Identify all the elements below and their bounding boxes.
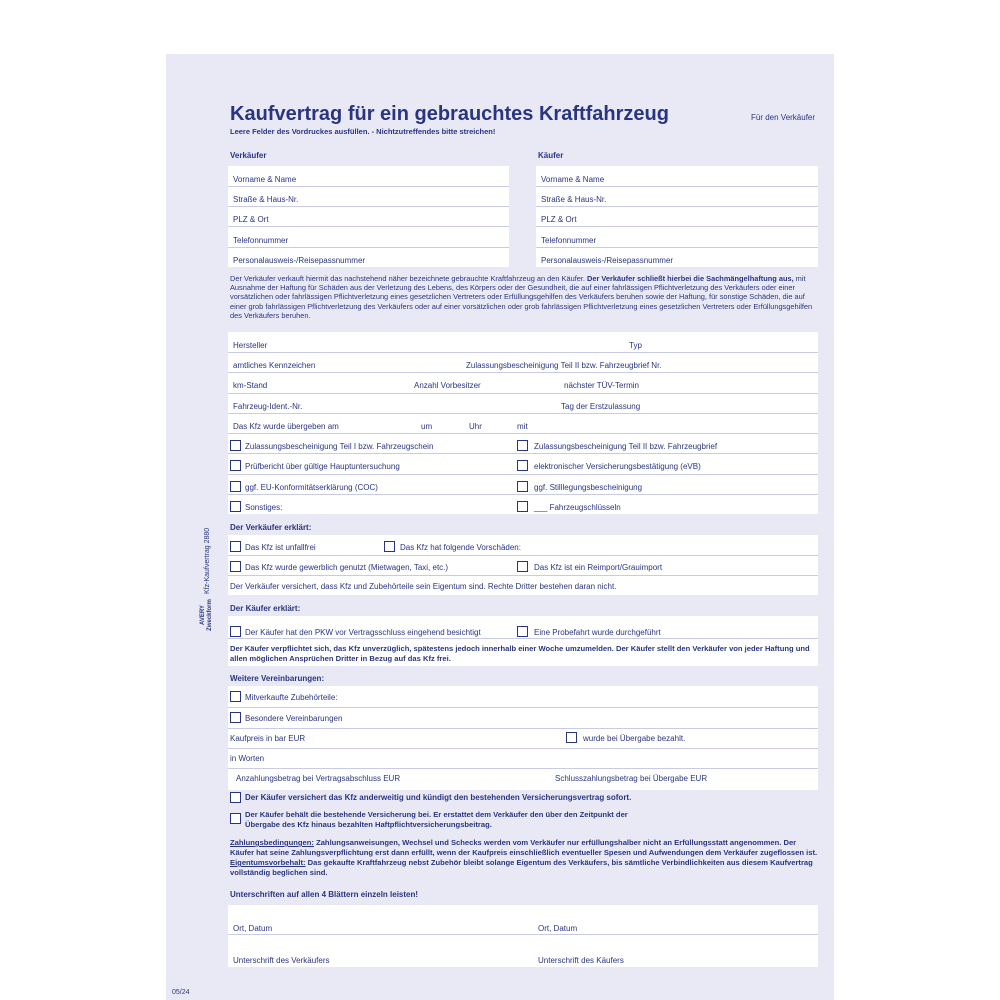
checkbox-zb1[interactable] <box>230 440 241 451</box>
accessories-field[interactable]: Mitverkaufte Zubehörteile: <box>245 693 338 702</box>
handover-with-label: mit <box>517 422 528 431</box>
agreements-heading: Weitere Vereinbarungen: <box>230 674 325 683</box>
prior-damage-label: Das Kfz hat folgende Vorschäden: <box>400 543 521 552</box>
checkbox-accessories[interactable] <box>230 691 241 702</box>
ownership-statement: Der Verkäufer versichert, dass Kfz und Zubehörteile sein Eigentum sind. Rechte Dritter bestehen daran nicht. <box>230 582 617 591</box>
buyer-declares-heading: Der Käufer erklärt: <box>230 604 301 613</box>
cancel-insurance-label: Der Käufer versichert das Kfz anderweitig und kündigt den bestehenden Versicherungsvertrag sofort. <box>245 793 632 802</box>
checkbox-deregistration[interactable] <box>517 481 528 492</box>
handover-date-field[interactable]: Das Kfz wurde übergeben am <box>233 422 339 431</box>
checkbox-keep-insurance[interactable] <box>230 813 241 824</box>
signatures-heading: Unterschriften auf allen 4 Blättern einzeln leisten! <box>230 890 419 899</box>
seller-declares-heading: Der Verkäufer erklärt: <box>230 523 312 532</box>
handover-at-label: um <box>421 422 433 431</box>
doc-inspection-label: Prüfbericht über gültige Hauptuntersuchung <box>245 462 400 471</box>
retention-of-title: Eigentumsvorbehalt: Das gekaufte Kraftfahrzeug nebst Zubehör bleibt solange Eigentum des Verkäufers, bis sämtliche Verbindlichkeiten aus diesem Kaufvertrag vollständig beglichen sind. <box>230 858 813 877</box>
next-inspection-field[interactable]: nächster TÜV-Termin <box>564 381 639 390</box>
vin-field[interactable]: Fahrzeug-Ident.-Nr. <box>233 402 303 411</box>
handover-time-label: Uhr <box>469 422 482 431</box>
checkbox-commercial-use[interactable] <box>230 561 241 572</box>
seller-phone-field[interactable]: Telefonnummer <box>233 236 289 245</box>
checkbox-zb2[interactable] <box>517 440 528 451</box>
form-title: Kaufvertrag für ein gebrauchtes Kraftfahrzeug <box>230 103 669 125</box>
checkbox-prior-damage[interactable] <box>384 541 395 552</box>
checkbox-evb[interactable] <box>517 460 528 471</box>
deposit-field[interactable]: Anzahlungsbetrag bei Vertragsabschluss EUR <box>236 774 401 783</box>
form-sheet <box>166 54 834 1000</box>
version-label: 05/24 <box>172 989 190 996</box>
seller-street-field[interactable]: Straße & Haus-Nr. <box>233 195 299 204</box>
accident-free-label: Das Kfz ist unfallfrei <box>245 543 316 552</box>
test-drive-label: Eine Probefahrt wurde durchgeführt <box>534 628 661 637</box>
final-payment-field[interactable]: Schlusszahlungsbetrag bei Übergabe EUR <box>555 774 708 783</box>
doc-other-label: Sonstiges: <box>245 503 283 512</box>
copy-for-label: Für den Verkäufer <box>751 113 816 122</box>
reregistration-statement: Der Käufer verpflichtet sich, das Kfz unverzüglich, spätestens jedoch innerhalb einer Woche umzumelden. Der Käufer stellt den Verkäufer von jeder Haftung und allen möglichen Ansprüchen Dritter in Bezug auf das Kfz frei. <box>230 644 810 663</box>
checkbox-accident-free[interactable] <box>230 541 241 552</box>
commercial-use-label: Das Kfz wurde gewerblich genutzt (Mietwagen, Taxi, etc.) <box>245 563 449 572</box>
doc-keys-label: ___ Fahrzeugschlüsseln <box>534 503 621 512</box>
price-field[interactable]: Kaufpreis in bar EUR <box>230 734 306 743</box>
special-agreements-field[interactable]: Besondere Vereinbarungen <box>245 714 343 723</box>
inspected-label: Der Käufer hat den PKW vor Vertragsschluss eingehend besichtigt <box>245 628 481 637</box>
product-code: Kfz-Kaufvertrag 2880 <box>204 527 211 594</box>
checkbox-inspection-report[interactable] <box>230 460 241 471</box>
doc-zb1-label: Zulassungsbescheinigung Teil I bzw. Fahrzeugschein <box>245 442 434 451</box>
buyer-id-field[interactable]: Personalausweis-/Reisepassnummer <box>541 256 674 265</box>
buyer-phone-field[interactable]: Telefonnummer <box>541 236 597 245</box>
first-registration-field[interactable]: Tag der Erstzulassung <box>561 402 641 411</box>
checkbox-paid-at-handover[interactable] <box>566 732 577 743</box>
seller-label: Verkäufer <box>230 151 267 160</box>
type-field[interactable]: Typ <box>629 341 642 350</box>
keep-insurance-label: Der Käufer behält die bestehende Versicherung bei. Er erstattet dem Verkäufer den über den Zeitpunkt der Übergabe des Kfz hinaus bezahlten Haftpflichtversicherungsbeitrag. <box>245 810 628 829</box>
buyer-signature-field[interactable]: Unterschrift des Käufers <box>538 956 624 965</box>
checkbox-reimport[interactable] <box>517 561 528 572</box>
liability-paragraph: Der Verkäufer verkauft hiermit das nachstehend näher bezeichnete gebrauchte Kraftfahrzeug an den Käufer. Der Verkäufer schließt hierbei die Sachmängelhaftung aus, mit Ausnahme der Haftung für Schäden aus der Verletzung des Lebens, des Körpers oder der Gesundheit, die auf einer fahrlässigen Pflichtverletzung des Verkäufers oder einer vorsätzlichen oder fahrlässigen Pflichtverletzung eines gesetzlichen Vertreters oder Erfüllungsgehilfen des Verkäufers beruhen sowie der Haftung, für sonstige Schäden, die auf einer grob fahrlässigen Pflichtverletzung des Verkäufers oder auf einer vorsätzlichen oder grob fahrlässigen Pflichtverletzung eines gesetzlichen Vertreters oder Erfüllungsgehilfen des Verkäufers beruhen. <box>230 274 813 320</box>
seller-signature-field[interactable]: Unterschrift des Verkäufers <box>233 956 330 965</box>
plate-field[interactable]: amtliches Kennzeichen <box>233 361 316 370</box>
price-in-words-field[interactable]: in Worten <box>230 754 265 763</box>
buyer-street-field[interactable]: Straße & Haus-Nr. <box>541 195 607 204</box>
checkbox-keys[interactable] <box>517 501 528 512</box>
doc-zb2-label: Zulassungsbescheinigung Teil II bzw. Fahrzeugbrief <box>534 442 718 451</box>
checkbox-cancel-insurance[interactable] <box>230 792 241 803</box>
buyer-label: Käufer <box>538 151 564 160</box>
seller-city-field[interactable]: PLZ & Ort <box>233 215 269 224</box>
doc-coc-label: ggf. EU-Konformitätserklärung (COC) <box>245 483 378 492</box>
paid-at-handover-label: wurde bei Übergabe bezahlt. <box>583 734 686 743</box>
buyer-place-date-field[interactable]: Ort, Datum <box>538 924 578 933</box>
doc-deregistration-label: ggf. Stilllegungsbescheinigung <box>534 483 643 492</box>
manufacturer-field[interactable]: Hersteller <box>233 341 268 350</box>
checkbox-test-drive[interactable] <box>517 626 528 637</box>
buyer-city-field[interactable]: PLZ & Ort <box>541 215 577 224</box>
buyer-name-field[interactable]: Vorname & Name <box>541 175 605 184</box>
reimport-label: Das Kfz ist ein Reimport/Grauimport <box>534 563 663 572</box>
seller-place-date-field[interactable]: Ort, Datum <box>233 924 273 933</box>
previous-owners-field[interactable]: Anzahl Vorbesitzer <box>414 381 481 390</box>
seller-name-field[interactable]: Vorname & Name <box>233 175 297 184</box>
mileage-field[interactable]: km-Stand <box>233 381 268 390</box>
doc-evb-label: elektronischer Versicherungsbestätigung (eVB) <box>534 462 701 471</box>
checkbox-inspected[interactable] <box>230 626 241 637</box>
seller-id-field[interactable]: Personalausweis-/Reisepassnummer <box>233 256 366 265</box>
payment-terms: Zahlungsbedingungen: Zahlungsanweisungen, Wechsel und Schecks werden vom Verkäufer nur erfüllungshalber nicht an Erfüllungsstatt angenommen. Der Käufer hat seine Zahlungsverpflichtung erst dann erfüllt, wenn der Kaufpreis einschließlich eventueller Spesen und Aufwendungen dem Verkäufer zugeflossen ist. <box>230 838 818 857</box>
checkbox-special-agreements[interactable] <box>230 712 241 723</box>
checkbox-other[interactable] <box>230 501 241 512</box>
checkbox-coc[interactable] <box>230 481 241 492</box>
instructions: Leere Felder des Vordruckes ausfüllen. - Nichtzutreffendes bitte streichen! <box>230 127 496 136</box>
registration-doc-field[interactable]: Zulassungsbescheinigung Teil II bzw. Fahrzeugbrief Nr. <box>466 361 662 370</box>
brand-logo: AVERY Zweckform <box>200 599 213 631</box>
